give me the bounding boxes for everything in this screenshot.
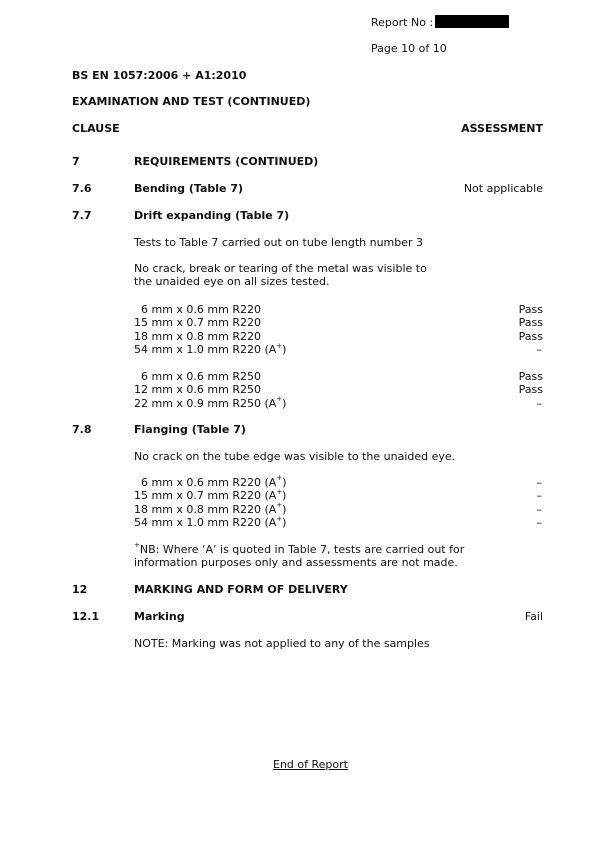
- tube-size: 18 mm x 0.8 mm R220 (A: [134, 502, 277, 516]
- tube-size: 22 mm x 0.9 mm R250 (A: [134, 396, 277, 410]
- observation-note: No crack on the tube edge was visible to the unaided eye.: [134, 450, 456, 463]
- plus-superscript: +: [134, 541, 140, 550]
- close-paren: ): [282, 502, 287, 516]
- plus-superscript: +: [276, 474, 283, 483]
- page-number: Page 10 of 10: [371, 42, 447, 55]
- tube-size: 6 mm x 0.6 mm R220 (A: [141, 476, 277, 489]
- observation-line: No crack, break or tearing of the metal was visible to: [134, 262, 427, 275]
- clause-number: 12.1: [72, 610, 100, 623]
- result-value: –: [536, 343, 542, 357]
- plus-superscript: +: [276, 514, 283, 523]
- result-row: [134, 343, 543, 356]
- tube-size: 18 mm x 0.8 mm R220: [134, 329, 261, 343]
- plus-superscript: +: [276, 501, 283, 510]
- result-value: –: [536, 502, 542, 516]
- footnote-text: NB: Where ‘A’ is quoted in Table 7, tests are carried out for: [139, 543, 465, 556]
- plus-superscript: +: [276, 395, 283, 404]
- result-value: –: [536, 476, 542, 489]
- clause-number: 7.7: [72, 209, 92, 222]
- result-row: [134, 383, 543, 396]
- result-value: –: [536, 489, 542, 503]
- result-value: Pass: [518, 329, 543, 343]
- assessment-column-header: ASSESSMENT: [461, 122, 543, 135]
- tube-size: 6 mm x 0.6 mm R220: [141, 303, 261, 316]
- clause-title: Flanging (Table 7): [134, 423, 246, 436]
- result-row: [134, 397, 543, 410]
- result-row: [134, 516, 543, 529]
- clause-number: 7: [72, 155, 80, 168]
- tube-size: 12 mm x 0.6 mm R250: [134, 383, 261, 397]
- section-heading: EXAMINATION AND TEST (CONTINUED): [72, 95, 311, 108]
- close-paren: ): [282, 396, 287, 410]
- result-row: [134, 330, 543, 343]
- result-value: Pass: [518, 370, 543, 383]
- footnote: [134, 543, 464, 570]
- result-row: [134, 476, 543, 489]
- footnote-line: [134, 543, 464, 556]
- clause-assessment: Fail: [524, 610, 543, 623]
- test-note: Tests to Table 7 carried out on tube length number 3: [134, 236, 424, 249]
- result-row: [134, 303, 543, 316]
- observation-line: the unaided eye on all sizes tested.: [134, 275, 330, 289]
- clause-title: REQUIREMENTS (CONTINUED): [134, 155, 319, 168]
- drift-expanding-results-r220: [134, 303, 543, 357]
- report-number: [371, 15, 509, 29]
- clause-title: Drift expanding (Table 7): [134, 209, 290, 222]
- result-row: [134, 503, 543, 516]
- tube-size: 15 mm x 0.7 mm R220: [134, 316, 261, 330]
- result-row: [134, 316, 543, 329]
- marking-note: NOTE: Marking was not applied to any of the samples: [134, 637, 430, 650]
- clause-number: 12: [72, 583, 88, 596]
- plus-superscript: +: [276, 341, 283, 350]
- observation-note: [134, 262, 427, 289]
- close-paren: ): [282, 516, 287, 530]
- result-value: –: [536, 396, 542, 410]
- clause-assessment: Not applicable: [463, 182, 543, 195]
- clause-number: 7.6: [72, 182, 92, 195]
- plus-superscript: +: [276, 487, 283, 496]
- close-paren: ): [282, 476, 287, 489]
- tube-size: 54 mm x 1.0 mm R220 (A: [134, 516, 277, 530]
- close-paren: ): [282, 489, 287, 503]
- close-paren: ): [282, 343, 287, 357]
- footnote-line: information purposes only and assessments are not made.: [134, 556, 458, 570]
- redaction-bar: [435, 15, 509, 28]
- result-row: [134, 370, 543, 383]
- clause-title: Bending (Table 7): [134, 182, 244, 195]
- clause-title: Marking: [134, 610, 185, 623]
- drift-expanding-results-r250: [134, 370, 543, 410]
- tube-size: 6 mm x 0.6 mm R250: [141, 370, 261, 383]
- clause-number: 7.8: [72, 423, 92, 436]
- result-value: –: [536, 516, 542, 530]
- flanging-results: [134, 476, 543, 530]
- clause-column-header: CLAUSE: [72, 122, 120, 135]
- standard-reference: BS EN 1057:2006 + A1:2010: [72, 69, 247, 82]
- end-of-report: End of Report: [273, 758, 348, 771]
- result-value: Pass: [518, 316, 543, 330]
- tube-size: 15 mm x 0.7 mm R220 (A: [134, 489, 277, 503]
- result-value: Pass: [518, 383, 543, 397]
- clause-title: MARKING AND FORM OF DELIVERY: [134, 583, 348, 596]
- report-number-label: Report No :: [371, 16, 434, 29]
- result-row: [134, 489, 543, 502]
- tube-size: 54 mm x 1.0 mm R220 (A: [134, 343, 277, 357]
- result-value: Pass: [518, 303, 543, 316]
